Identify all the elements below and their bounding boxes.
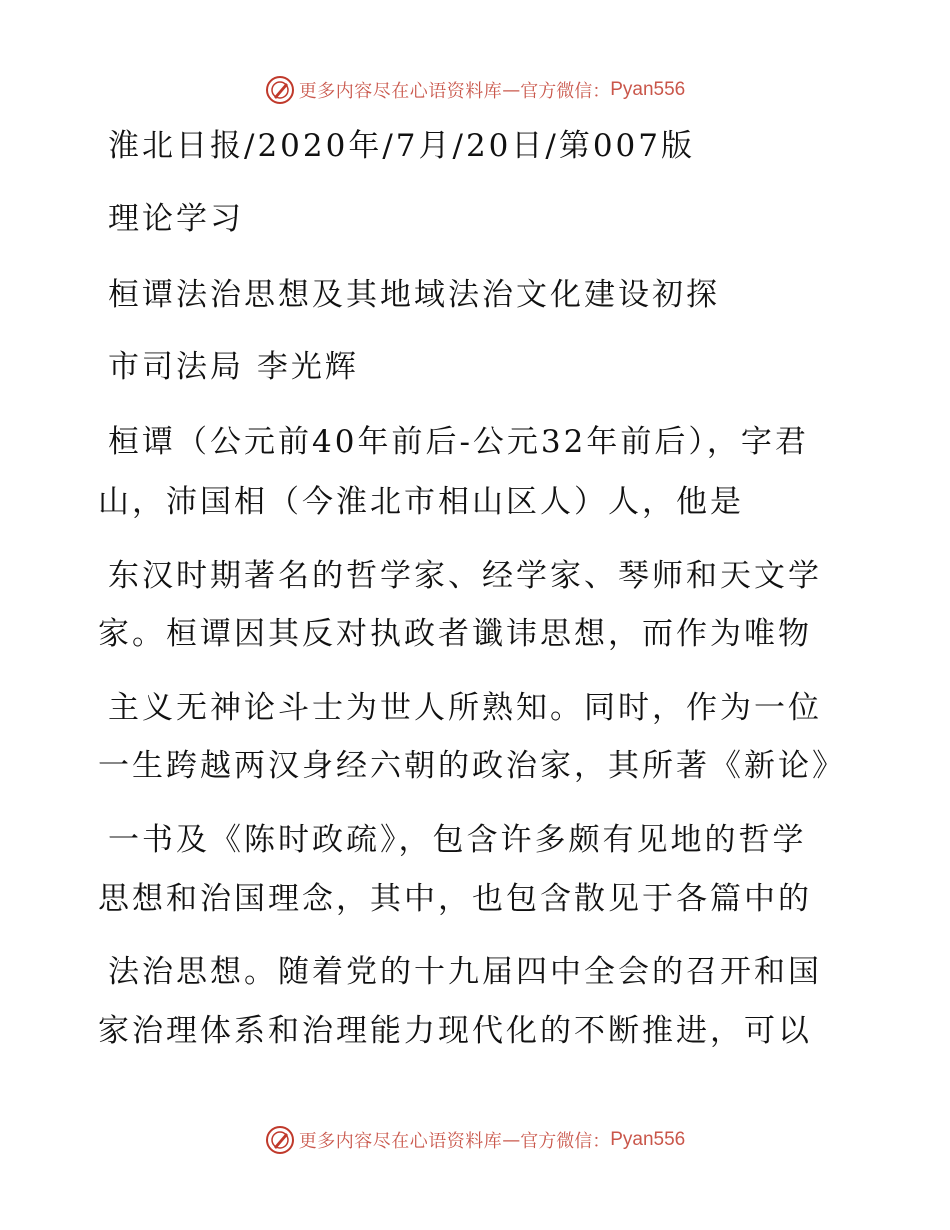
- pen-logo-icon: [265, 1125, 295, 1155]
- watermark-wechat-id: Pyan556: [610, 79, 686, 100]
- article-source: 淮北日报/2020年/7月/20日/第007版: [108, 128, 696, 164]
- pen-logo-icon: [265, 75, 295, 105]
- body-line: 家治理体系和治理能力现代化的不断推进，可以: [98, 1013, 812, 1049]
- body-line: 主义无神论斗士为世人所熟知。同时，作为一位: [108, 690, 822, 726]
- watermark-wechat-label: 官方微信：: [520, 1131, 611, 1152]
- article-section: 理论学习: [108, 201, 244, 237]
- body-line: 一生跨越两汉身经六朝的政治家，其所著《新论》: [98, 748, 846, 784]
- body-line: 桓谭（公元前40年前后-公元32年前后），字君: [108, 424, 809, 460]
- body-line: 法治思想。随着党的十九届四中全会的召开和国: [108, 954, 822, 990]
- watermark-wechat-id: Pyan556: [610, 1129, 686, 1150]
- watermark-separator: —: [502, 1129, 521, 1151]
- article-author: 市司法局 李光辉: [108, 349, 359, 385]
- watermark-text: 更多内容尽在心语资料库: [298, 1131, 503, 1152]
- watermark-wechat-label: 官方微信：: [520, 81, 611, 102]
- watermark-text: 更多内容尽在心语资料库: [298, 81, 503, 102]
- body-line: 思想和治国理念，其中，也包含散见于各篇中的: [98, 881, 812, 917]
- body-line: 山，沛国相（今淮北市相山区人）人，他是: [98, 484, 744, 520]
- body-line: 东汉时期著名的哲学家、经学家、琴师和天文学: [108, 558, 822, 594]
- body-line: 家。桓谭因其反对执政者谶讳思想，而作为唯物: [98, 616, 812, 652]
- watermark-banner-bottom: [0, 1120, 950, 1160]
- body-line: 一书及《陈时政疏》，包含许多颇有见地的哲学: [108, 822, 807, 858]
- watermark-banner-top: [0, 70, 950, 110]
- watermark-separator: —: [502, 79, 521, 101]
- article-title: 桓谭法治思想及其地域法治文化建设初探: [108, 277, 720, 313]
